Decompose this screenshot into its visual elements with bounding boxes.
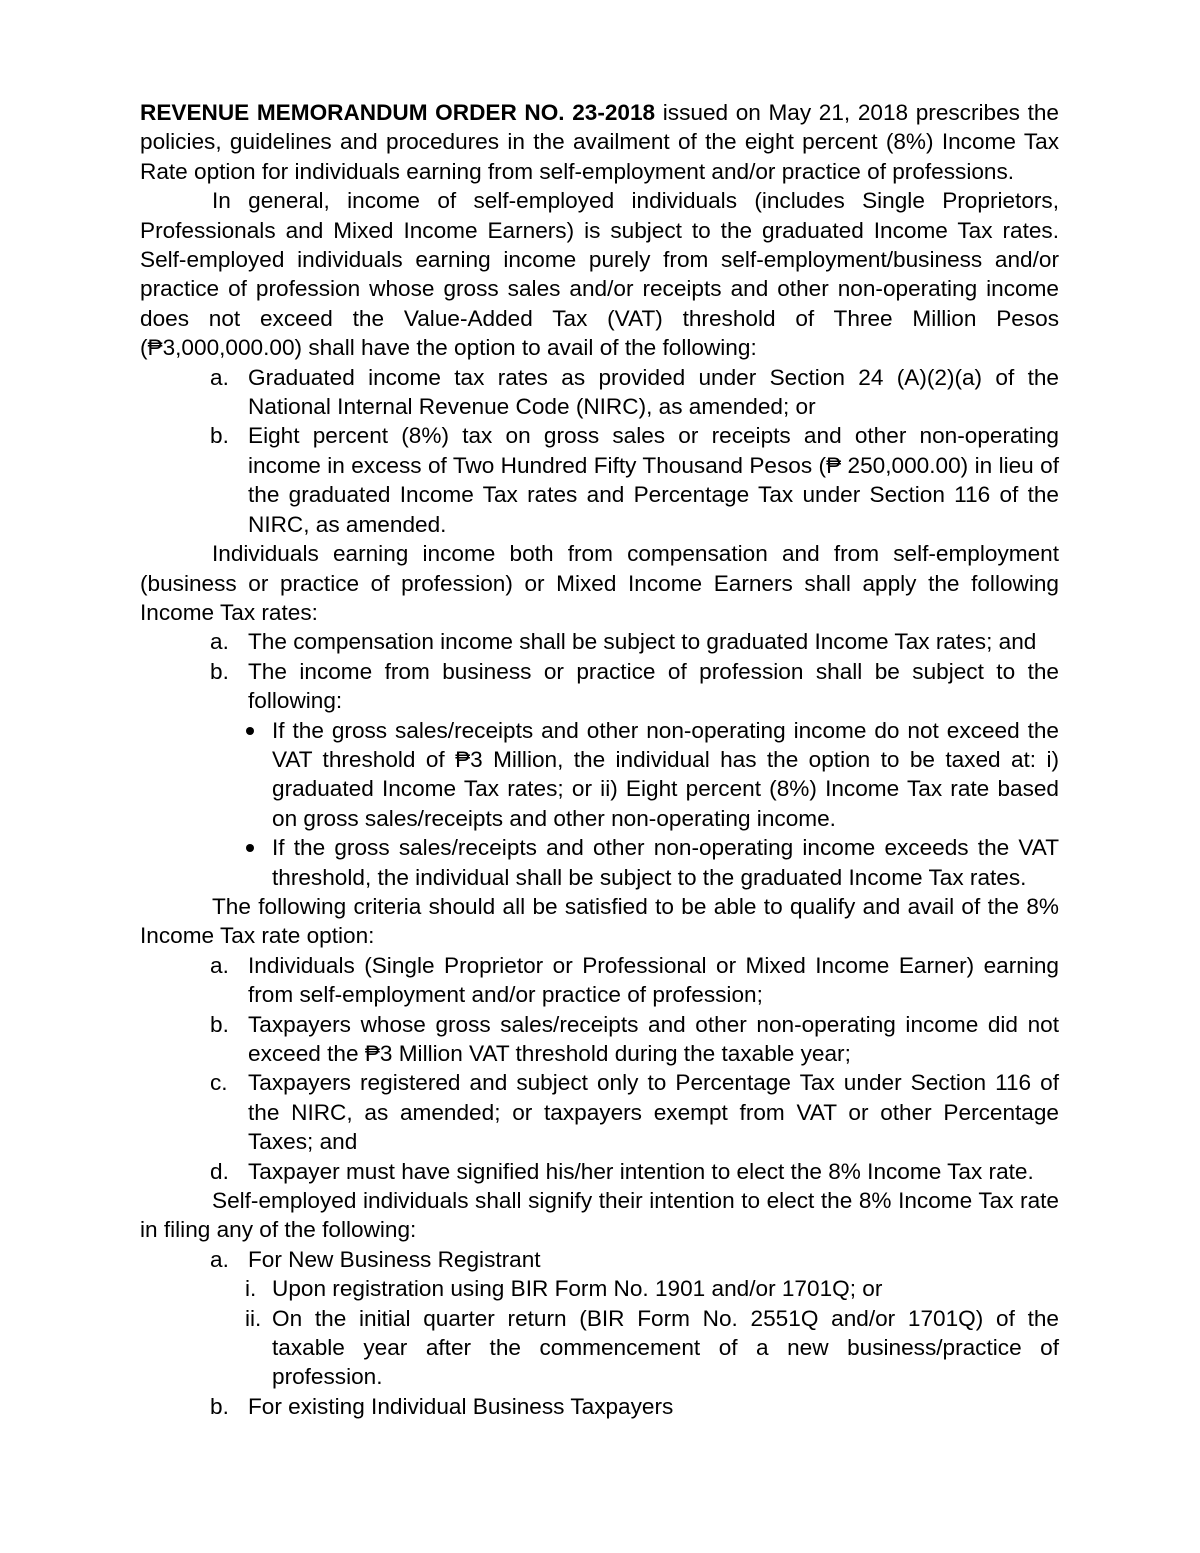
bullet-text: If the gross sales/receipts and other non-operating income do not exceed the VAT threshold of ₱3 Million, the individual has the option to be taxed at: i) graduated Income Tax rates; or ii) Eight percent (8%) Income Tax rate based on gross sales/receipts and other non-operating income. <box>272 717 1059 831</box>
list-marker: i. <box>245 1276 257 1302</box>
criteria-paragraph: The following criteria should all be satisfied to be able to qualify and avail of the 8% Income Tax rate option: <box>140 893 1059 949</box>
list-item <box>140 951 1059 1010</box>
list-item-text: For existing Individual Business Taxpayers <box>248 1393 674 1419</box>
list-marker: a. <box>210 1246 229 1272</box>
list-item <box>140 421 1059 539</box>
list-item-text: The income from business or practice of profession shall be subject to the following: <box>248 658 1059 714</box>
list-item-text: Taxpayer must have signified his/her intention to elect the 8% Income Tax rate. <box>248 1158 1034 1184</box>
intro-text: issued on May 21, 2018 prescribes the policies, guidelines and procedures in the availment of the eight percent (8%) Income Tax Rate option for individuals earning from self-employment and/or practice of professions. <box>140 100 1059 184</box>
sub-list-item <box>140 1274 1059 1303</box>
list-item <box>140 363 1059 422</box>
general-paragraph: In general, income of self-employed individuals (includes Single Proprietors, Professionals and Mixed Income Earners) is subject to the graduated Income Tax rates. Self-employed individuals earning income purely from self-employment/business and/or practice of profession whose gross sales and/or receipts and other non-operating income does not exceed the Value-Added Tax (VAT) threshold of Three Million Pesos (₱3,000,000.00) shall have the option to avail of the following: <box>140 188 1059 361</box>
filing-list <box>140 1245 1059 1421</box>
list-marker: c. <box>210 1070 228 1096</box>
mixed-list <box>140 627 1059 892</box>
list-item-text: Taxpayers whose gross sales/receipts and other non-operating income did not exceed the ₱3 Million VAT threshold during the taxable year; <box>248 1011 1059 1066</box>
list-marker: a. <box>210 952 229 978</box>
list-marker: d. <box>210 1158 229 1184</box>
document-page <box>140 98 1059 1421</box>
list-item-text: For New Business Registrant <box>248 1246 541 1272</box>
bullet-text: If the gross sales/receipts and other non-operating income exceeds the VAT threshold, the individual shall be subject to the graduated Income Tax rates. <box>272 835 1059 890</box>
list-marker: a. <box>210 629 229 655</box>
memo-title: REVENUE MEMORANDUM ORDER NO. 23-2018 <box>140 100 656 125</box>
list-item-text: Upon registration using BIR Form No. 1901 and/or 1701Q; or <box>272 1276 883 1302</box>
list-marker: ii. <box>245 1305 262 1331</box>
list-item <box>140 1068 1059 1156</box>
intro-paragraph <box>140 98 1059 186</box>
list-item <box>140 657 1059 716</box>
list-item <box>140 627 1059 656</box>
list-item <box>140 1010 1059 1069</box>
mixed-paragraph: Individuals earning income both from compensation and from self-employment (business or practice of profession) or Mixed Income Earners shall apply the following Income Tax rates: <box>140 541 1059 625</box>
signify-paragraph: Self-employed individuals shall signify their intention to elect the 8% Income Tax rate in filing any of the following: <box>140 1188 1059 1243</box>
criteria-list <box>140 951 1059 1186</box>
list-marker: b. <box>210 1011 229 1037</box>
list-item-text: The compensation income shall be subject to graduated Income Tax rates; and <box>248 629 1037 655</box>
list-marker: a. <box>210 364 229 390</box>
options-list <box>140 363 1059 539</box>
list-marker: b. <box>210 658 229 684</box>
bullet-item <box>140 833 1059 892</box>
list-marker: b. <box>210 423 229 449</box>
list-item-text: Taxpayers registered and subject only to Percentage Tax under Section 116 of the NIRC, as amended; or taxpayers exempt from VAT or other Percentage Taxes; and <box>248 1070 1059 1155</box>
sub-list-item <box>140 1304 1059 1392</box>
list-item <box>140 1157 1059 1186</box>
list-item-text: Graduated income tax rates as provided under Section 24 (A)(2)(a) of the National Internal Revenue Code (NIRC), as amended; or <box>248 364 1059 420</box>
list-item <box>140 1245 1059 1274</box>
list-item-text: Individuals (Single Proprietor or Professional or Mixed Income Earner) earning from self-employment and/or practice of profession; <box>248 952 1059 1008</box>
bullet-dot-icon <box>246 727 254 735</box>
list-marker: b. <box>210 1393 229 1419</box>
list-item-text: On the initial quarter return (BIR Form No. 2551Q and/or 1701Q) of the taxable year after the commencement of a new business/practice of profession. <box>272 1305 1059 1390</box>
bullet-item <box>140 716 1059 834</box>
bullet-dot-icon <box>246 844 254 852</box>
list-item-text: Eight percent (8%) tax on gross sales or receipts and other non-operating income in excess of Two Hundred Fifty Thousand Pesos (₱ 250,000.00) in lieu of the graduated Income Tax rates and Percentage Tax under Section 116 of the NIRC, as amended. <box>248 423 1059 537</box>
list-item <box>140 1392 1059 1421</box>
